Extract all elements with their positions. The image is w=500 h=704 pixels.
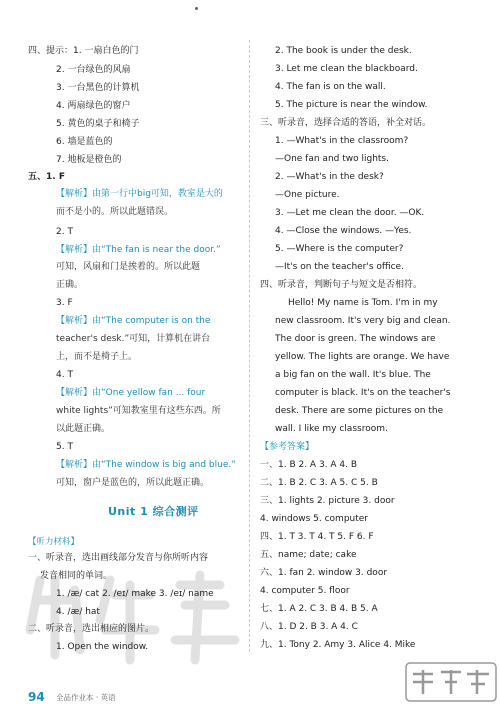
answer-line: 六、1. fan 2. window 3. door [260,568,388,578]
passage-line: The door is green. The windows are [275,334,436,344]
answer-line: 一、1. B 2. A 3. A 4. B [260,460,358,470]
answer-line: 三、1. lights 2. picture 3. door [260,496,395,506]
dialog-line: 2. —What's in the desk? [275,172,384,182]
analysis-line: 【解析】由“The fan is near the door.” [56,245,221,255]
q4-heading: 四、提示：1. 一扇白色的门 [28,46,139,56]
answer-line: 七、1. A 2. C 3. B 4. B 5. A [260,604,378,614]
dialog-line: —One picture. [275,190,340,200]
dialog-line: 5. —Where is the computer? [275,244,404,254]
part3-heading: 三、听录音，选择合适的答语，补全对话。 [260,118,432,128]
analysis-line: 【解析】由“The computer is on the [56,316,211,326]
book-title: 全品作业本 · 英语 [56,693,116,702]
passage-line: new classroom. It's very big and clean. [275,316,451,326]
q4-item: 5. 黄色的桌子和椅子 [56,119,140,129]
q4-item: 2. 一台绿色的风扇 [56,65,131,75]
part1-line: 一、听录音，选出画线部分发音与你所听内容 [28,553,209,563]
passage-line: a big fan on the wall. It's blue. The [275,370,431,380]
answer-line: 4. computer 5. floor [260,586,350,596]
dialog-line: —It's on the teacher's office. [275,262,404,272]
answer-item: 5. T [56,442,73,452]
part1-line: 发音相同的单词。 [40,571,113,581]
analysis-line: white lights”可知教室里有这些东西。所 [56,406,221,416]
passage-line: desk. There are some pictures on the [275,406,444,416]
passage-line: wall. I like my classroom. [275,424,388,434]
listening-item: 5. The picture is near the window. [275,100,428,110]
analysis-line: 【解析】由“One yellow fan ... four [56,388,206,398]
answer-line: 四、1. T 3. T 4. T 5. F 6. F [260,532,374,542]
q5-heading: 五、1. F [28,172,65,182]
answer-item: 3. F [56,298,73,308]
page-number: 94 [28,690,45,704]
listening-item: 2. The book is under the desk. [275,46,412,56]
listening-item: 3. Let me clean the blackboard. [275,64,418,74]
answer-line: 五、name; date; cake [260,550,357,560]
dialog-line: 3. —Let me clean the door. —OK. [275,208,425,218]
analysis-line: 可知，风扇和门是挨着的。所以此题 [56,262,201,272]
answers-label: 【参考答案】 [260,442,315,452]
part2-line: 二、听录音，选出相应的图片。 [28,624,155,634]
analysis-line: 可知，窗户是蓝色的，所以此题正确。 [56,478,210,488]
answer-line: 九、1. Tony 2. Amy 3. Alice 4. Mike [260,640,416,650]
listening-item: 4. The fan is on the wall. [275,82,386,92]
analysis-line: 以此题正确。 [56,424,111,434]
right-column [255,0,500,704]
analysis-line: teacher's desk.”可知，计算机在讲台 [56,334,211,344]
passage-line: yellow. The lights are orange. We have [275,352,450,362]
answer-item: 4. T [56,370,73,380]
dialog-line: —One fan and two lights. [275,154,389,164]
passage-line: Hello! My name is Tom. I'm in my [288,298,438,308]
answer-line: 八、1. D 2. B 3. A 4. C [260,622,358,632]
dialog-line: 4. —Close the windows. —Yes. [275,226,412,236]
answer-line: 4. windows 5. computer [260,514,368,524]
q4-item: 6. 墙是蓝色的 [56,137,113,147]
unit-title: Unit 1 综合测评 [108,505,199,518]
q4-item: 3. 一台黑色的计算机 [56,83,140,93]
part4-heading: 四、听录音，判断句子与短文是否相符。 [260,280,423,290]
part1-line: 4. /æ/ hat [56,607,100,617]
q4-item: 7. 地板是橙色的 [56,155,122,165]
site-logo-icon [405,662,497,702]
answer-item: 2. T [56,227,73,237]
analysis-line: 而不是小的。所以此题错误。 [56,207,174,217]
part1-line: 1. /æ/ cat 2. /eɪ/ make 3. /eɪ/ name [56,589,214,599]
analysis-line: 【解析】由“The window is big and blue.” [56,460,236,470]
q4-item: 4. 两扇绿色的窗户 [56,101,131,111]
answer-line: 二、1. B 2. C 3. A 5. C 5. B [260,478,378,488]
dialog-line: 1. —What's in the classroom? [275,136,409,146]
analysis-line: 上，而不是椅子上。 [56,352,138,362]
listening-label: 【听力材料】 [28,537,80,547]
left-column [0,0,245,704]
analysis-line: 【解析】由第一行中big可知，教室是大的 [56,189,223,199]
part2-line: 1. Open the window. [56,642,149,652]
watermark-icon [20,560,250,670]
analysis-line: 正确。 [56,280,84,290]
passage-line: computer is black. It's on the teacher's [275,388,451,398]
